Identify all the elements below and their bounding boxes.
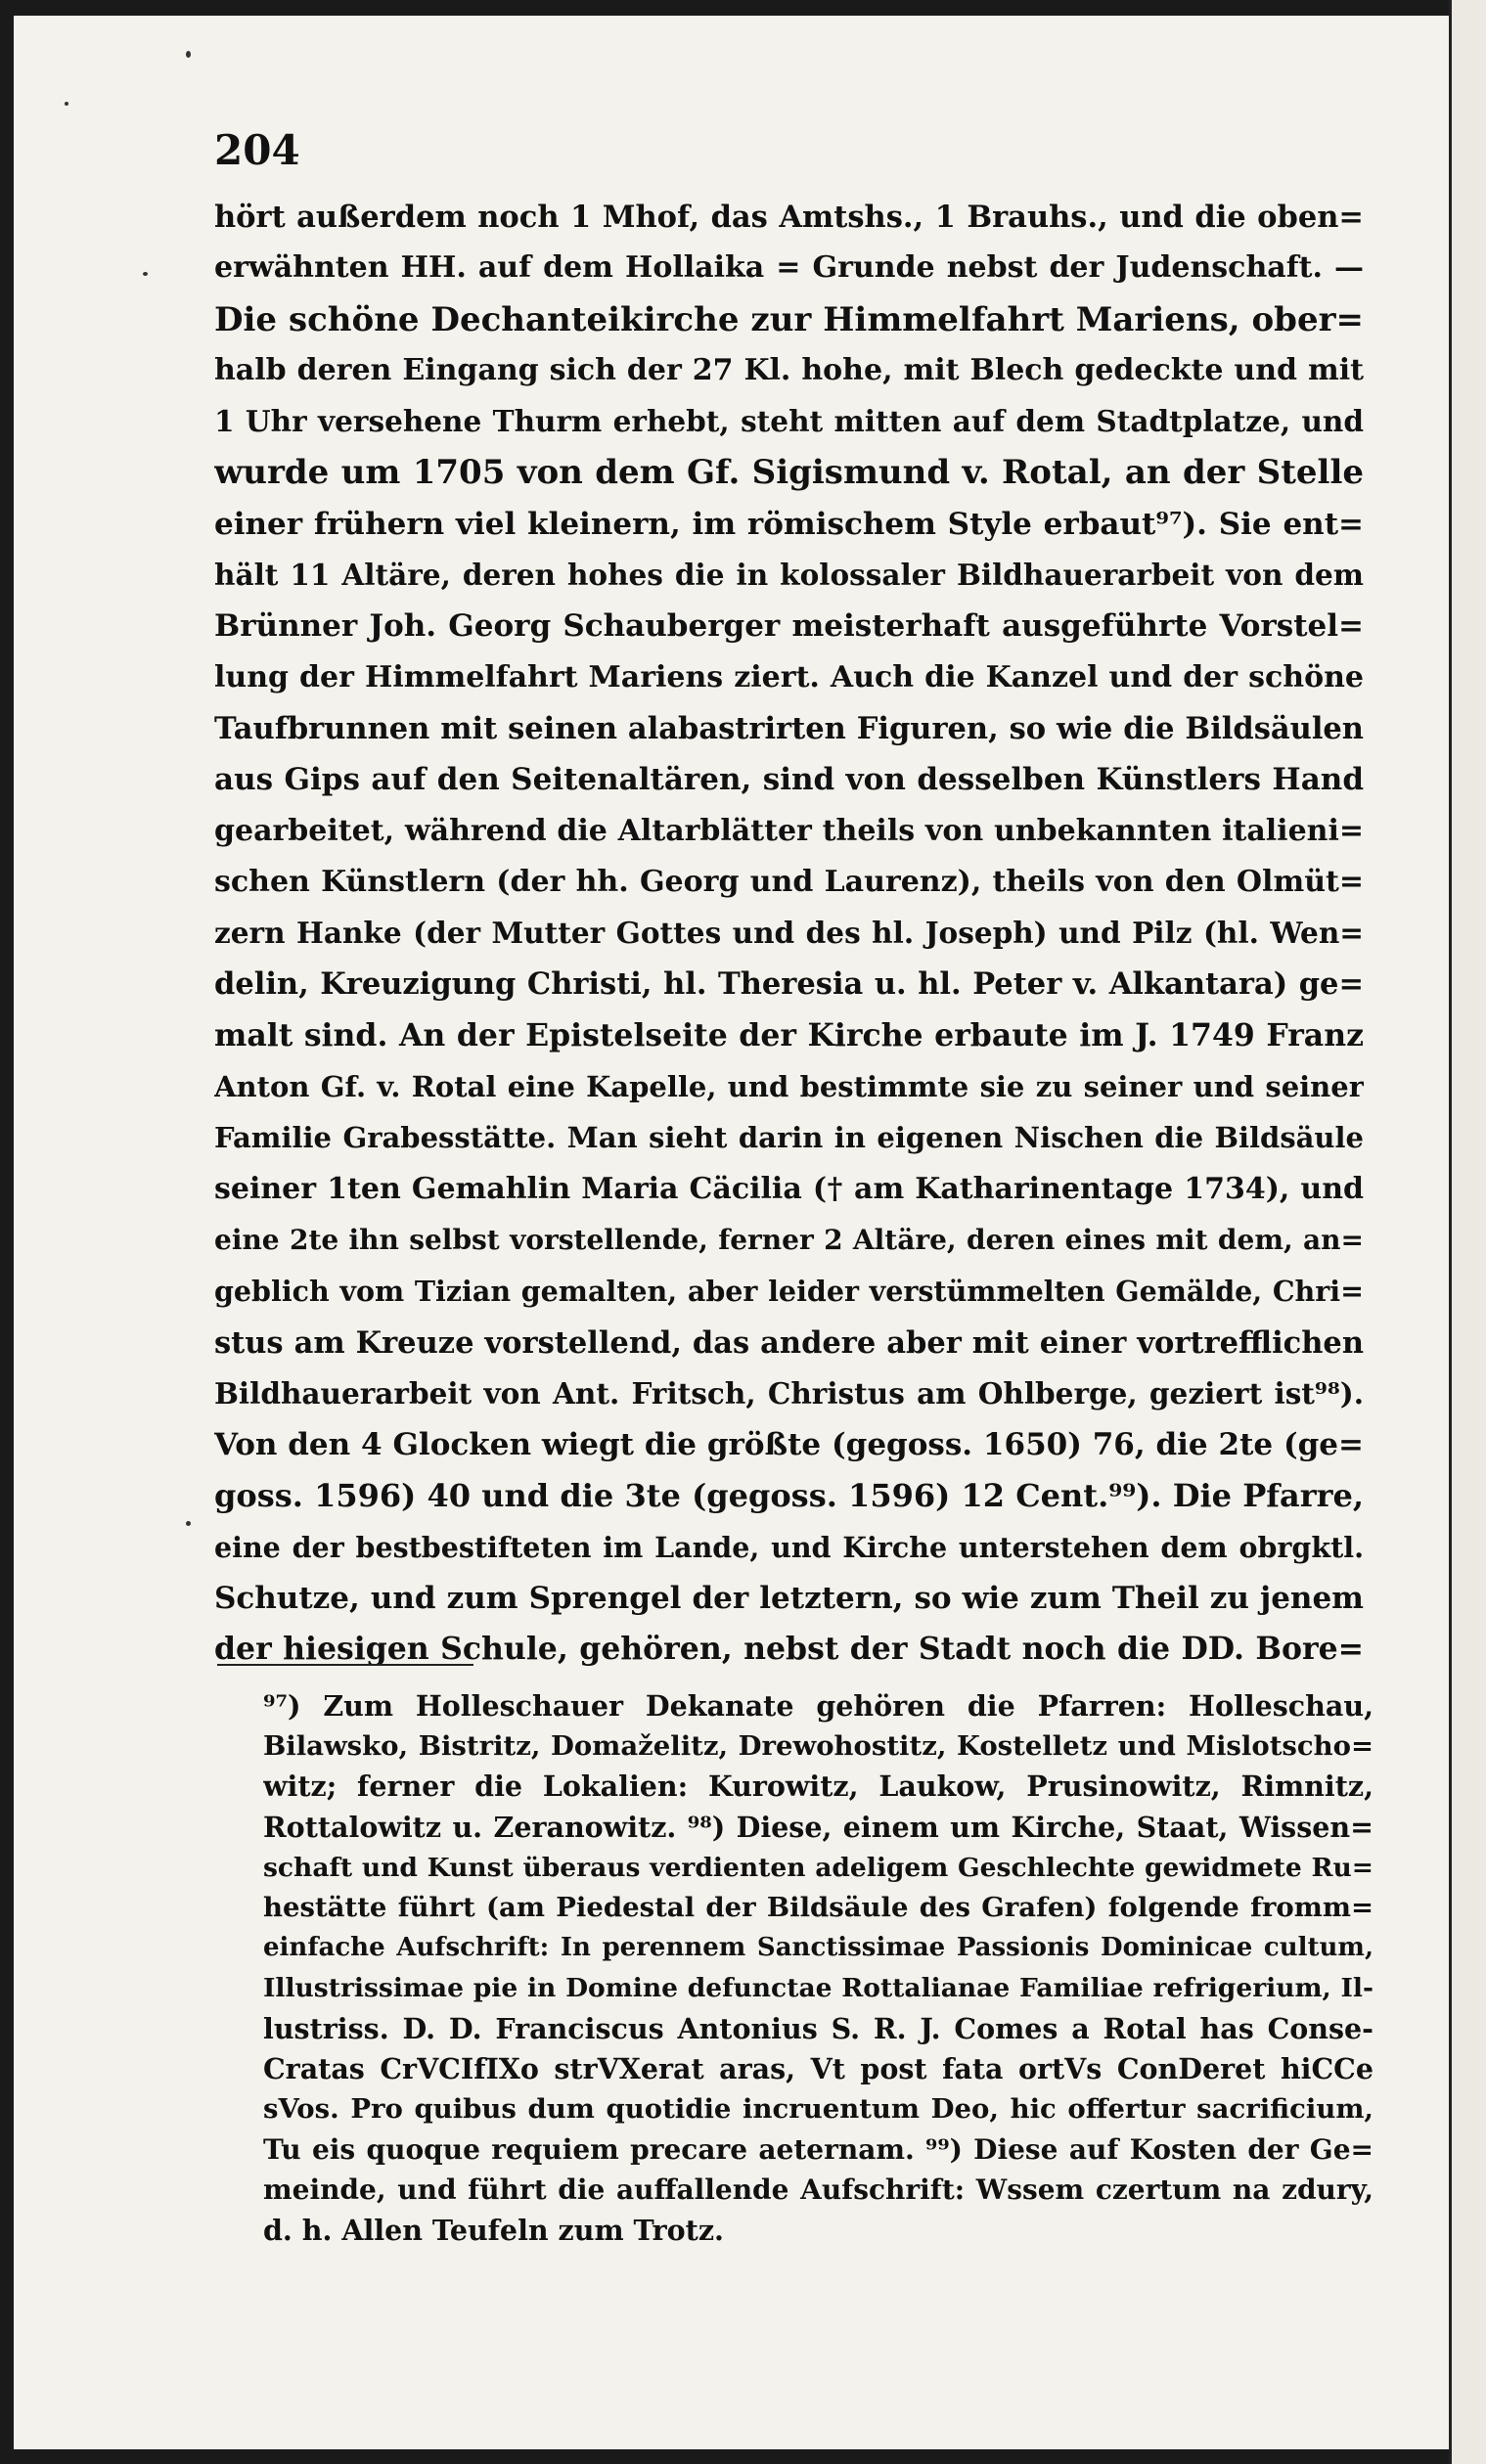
text-line: malt sind. An der Epistelseite der Kirche erbaute im J. 1749 Franz bbox=[214, 1016, 1364, 1053]
text-line: der hiesigen Schule, gehören, nebst der Stadt noch die DD. Bore= bbox=[214, 1631, 1364, 1668]
text-line: hält 11 Altäre, deren hohes die in kolossaler Bildhauerarbeit von dem bbox=[214, 558, 1364, 593]
footnote-line: meinde, und führt die auffallende Aufschrift: Wssem czertum na zdury, bbox=[263, 2173, 1373, 2207]
text-line: halb deren Eingang sich der 27 Kl. hohe, mit Blech gedeckte und mit bbox=[214, 352, 1364, 387]
text-line: eine 2te ihn selbst vorstellende, ferner 2 Altäre, deren eines mit dem, an= bbox=[214, 1223, 1364, 1256]
text-line: hört außerdem noch 1 Mhof, das Amtshs., 1 Brauhs., und die oben= bbox=[214, 200, 1364, 235]
text-line: einer frühern viel kleinern, im römischem Style erbaut⁹⁷). Sie ent= bbox=[214, 506, 1364, 542]
ink-speck bbox=[186, 51, 191, 58]
footnote-line: Bilawsko, Bistritz, Domaželitz, Drewohostitz, Kostelletz und Mislotscho= bbox=[263, 1730, 1373, 1763]
text-line: gearbeitet, während die Altarblätter theils von unbekannten italieni= bbox=[214, 813, 1364, 848]
ink-speck bbox=[143, 272, 148, 276]
footnote-line: Illustrissimae pie in Domine defunctae Rottalianae Familiae refrigerium, Il- bbox=[263, 1973, 1373, 2004]
book-page bbox=[14, 16, 1452, 2449]
text-line: Taufbrunnen mit seinen alabastrirten Figuren, so wie die Bildsäulen bbox=[214, 710, 1364, 746]
footnote-line: ⁹⁷) Zum Holleschauer Dekanate gehören die Pfarren: Holleschau, bbox=[263, 1689, 1373, 1723]
footnote-line: lustriss. D. D. Franciscus Antonius S. R. J. Comes a Rotal has Conse- bbox=[263, 2011, 1373, 2045]
text-line: seiner 1ten Gemahlin Maria Cäcilia († am Katharinentage 1734), und bbox=[214, 1171, 1364, 1206]
text-line: eine der bestbestifteten im Lande, und Kirche unterstehen dem obrgktl. bbox=[214, 1530, 1364, 1564]
footnote-line: Rottalowitz u. Zeranowitz. ⁹⁸) Diese, einem um Kirche, Staat, Wissen= bbox=[263, 1810, 1373, 1844]
footnote-line: hestätte führt (am Piedestal der Bildsäule des Grafen) folgende fromm= bbox=[263, 1892, 1373, 1924]
text-line: stus am Kreuze vorstellend, das andere aber mit einer vortrefflichen bbox=[214, 1324, 1364, 1361]
footnote-line: einfache Aufschrift: In perennem Sanctissimae Passionis Dominicae cultum, bbox=[263, 1933, 1373, 1963]
text-line: delin, Kreuzigung Christi, hl. Theresia u. hl. Peter v. Alkantara) ge= bbox=[214, 966, 1364, 1003]
text-line: Bildhauerarbeit von Ant. Fritsch, Christus am Ohlberge, geziert ist⁹⁸). bbox=[214, 1375, 1364, 1411]
text-line: Schutze, und zum Sprengel der letztern, so wie zum Theil zu jenem bbox=[214, 1581, 1364, 1617]
text-line: Brünner Joh. Georg Schauberger meisterhaft ausgeführte Vorstel= bbox=[214, 608, 1364, 645]
text-line: Die schöne Dechanteikirche zur Himmelfahrt Mariens, ober= bbox=[214, 299, 1364, 339]
text-line: Anton Gf. v. Rotal eine Kapelle, und bestimmte sie zu seiner und seiner bbox=[214, 1070, 1364, 1104]
text-line: Von den 4 Glocken wiegt die größte (gegoss. 1650) 76, die 2te (ge= bbox=[214, 1427, 1364, 1463]
text-line: zern Hanke (der Mutter Gottes und des hl. Joseph) und Pilz (hl. Wen= bbox=[214, 916, 1364, 951]
footnote-separator bbox=[217, 1664, 473, 1666]
text-line: Familie Grabesstätte. Man sieht darin in eigenen Nischen die Bildsäule bbox=[214, 1121, 1364, 1155]
text-line: geblich vom Tizian gemalten, aber leider verstümmelten Gemälde, Chri= bbox=[214, 1275, 1364, 1309]
footnote-line: Cratas CrVCIfIXo strVXerat aras, Vt post fata ortVs ConDeret hiCCe bbox=[263, 2051, 1373, 2085]
footnote-line: witz; ferner die Lokalien: Kurowitz, Laukow, Prusinowitz, Rimnitz, bbox=[263, 1770, 1373, 1804]
footnote-line: d. h. Allen Teufeln zum Trotz. bbox=[263, 2213, 724, 2247]
text-line: 1 Uhr versehene Thurm erhebt, steht mitten auf dem Stadtplatze, und bbox=[214, 404, 1364, 439]
ink-speck bbox=[65, 102, 68, 106]
page-number: 204 bbox=[214, 126, 300, 174]
text-line: aus Gips auf den Seitenaltären, sind von desselben Künstlers Hand bbox=[214, 762, 1364, 798]
adjacent-page-edge bbox=[1449, 0, 1486, 2464]
footnote-line: sVos. Pro quibus dum quotidie incruentum Deo, hic offertur sacrificium, bbox=[263, 2093, 1373, 2126]
text-line: goss. 1596) 40 und die 3te (gegoss. 1596) 12 Cent.⁹⁹). Die Pfarre, bbox=[214, 1477, 1364, 1515]
footnote-line: schaft und Kunst überaus verdienten adeligem Geschlechte gewidmete Ru= bbox=[263, 1852, 1373, 1883]
ink-speck bbox=[186, 1521, 191, 1526]
main-text bbox=[214, 192, 1364, 1676]
text-line: wurde um 1705 von dem Gf. Sigismund v. Rotal, an der Stelle bbox=[214, 453, 1364, 493]
footnotes bbox=[263, 1686, 1373, 2251]
text-line: erwähnten HH. auf dem Hollaika = Grunde nebst der Judenschaft. — bbox=[214, 250, 1364, 286]
text-line: lung der Himmelfahrt Mariens ziert. Auch die Kanzel und der schöne bbox=[214, 659, 1364, 694]
footnote-line: Tu eis quoque requiem precare aeternam. ⁹⁹) Diese auf Kosten der Ge= bbox=[263, 2133, 1373, 2167]
text-line: schen Künstlern (der hh. Georg und Laurenz), theils von den Olmüt= bbox=[214, 864, 1364, 899]
